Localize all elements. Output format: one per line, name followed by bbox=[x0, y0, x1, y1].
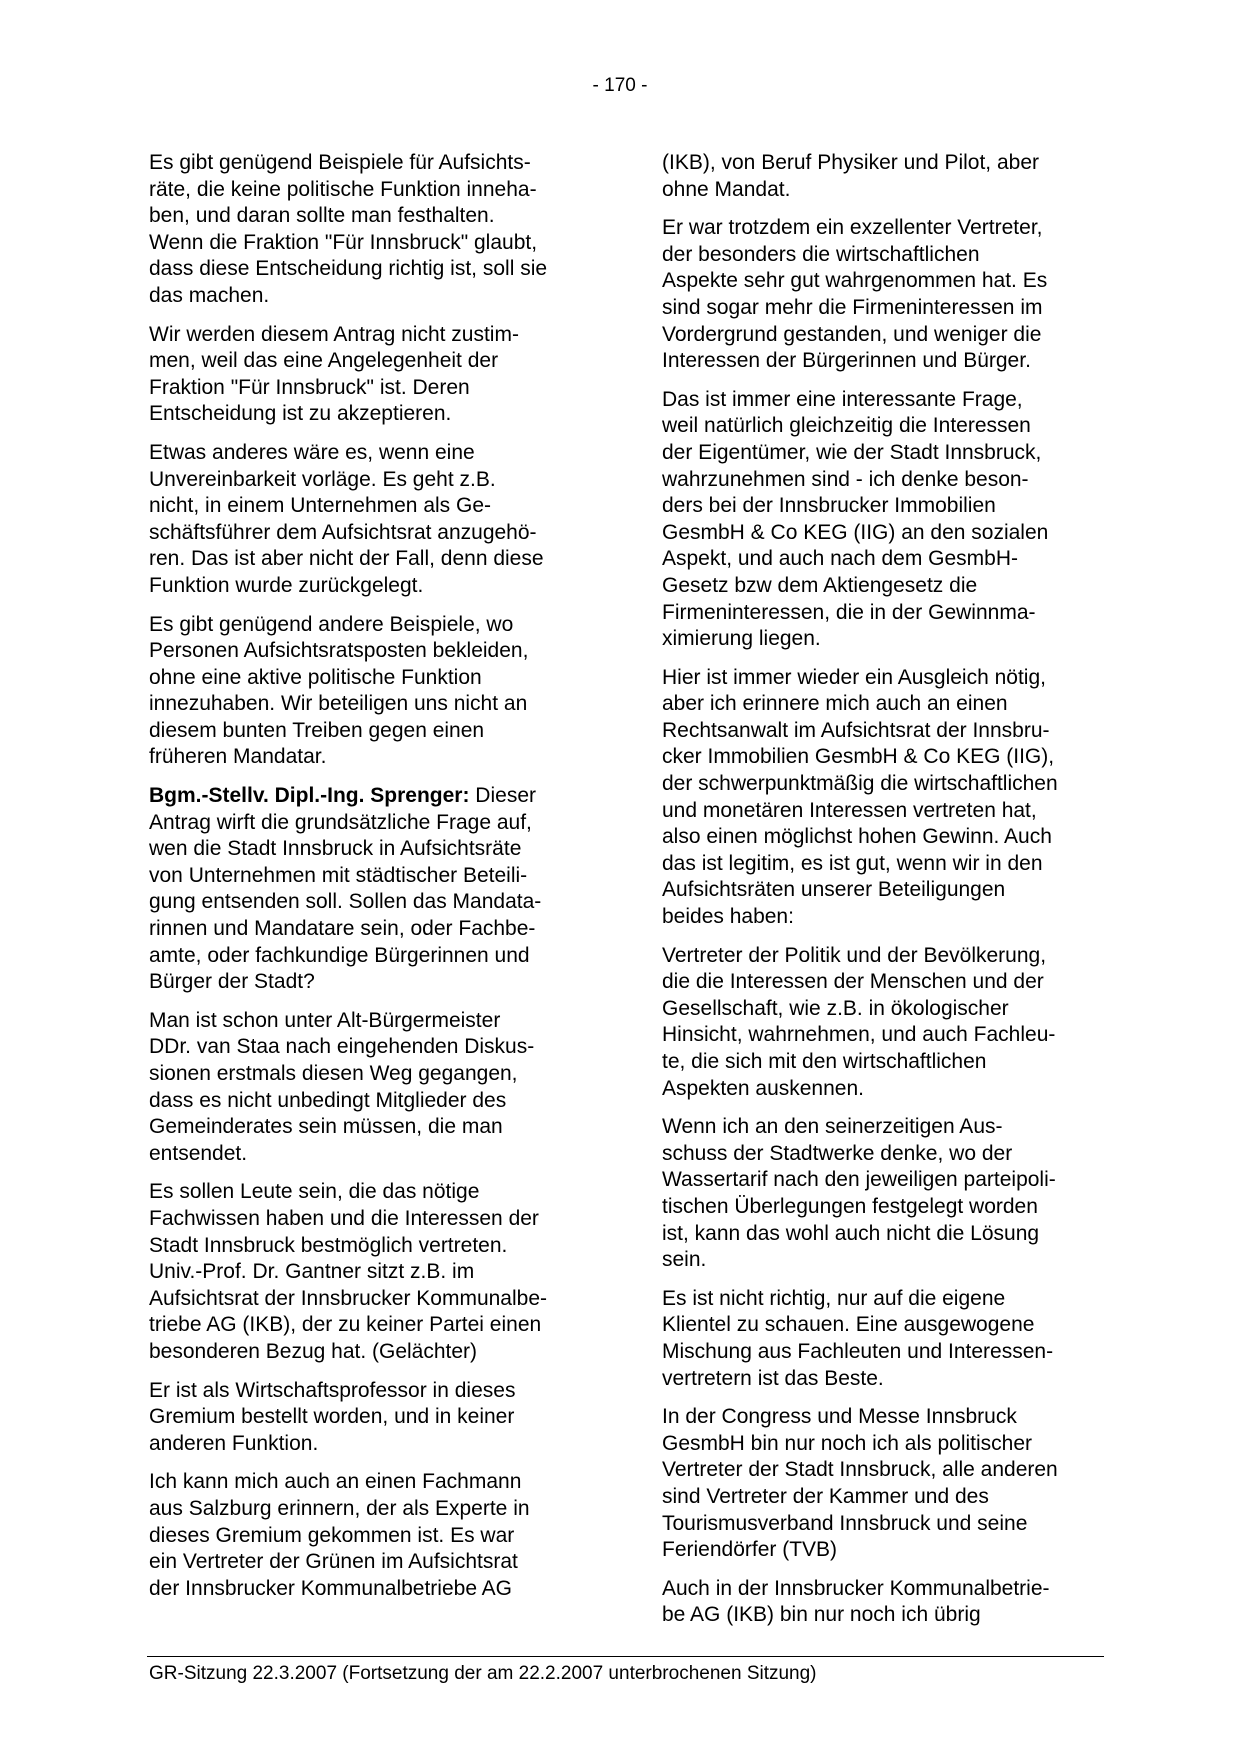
paragraph: Hier ist immer wieder ein Ausgleich nötig, aber ich erinnere mich auch an einen Rechtsanwalt im Aufsichtsrat der Innsbru- cker Immobilien GesmbH & Co KEG (IIG), der schwerpunktmäßig die wirtschaftlichen und monetären Interessen vertreten hat, also einen möglichst hohen Gewinn. Auch das ist legitim, es ist gut, wenn wir in den Aufsichtsräten unserer Beteiligungen beides haben: bbox=[662, 665, 1058, 929]
paragraph: Es ist nicht richtig, nur auf die eigene Klientel zu schauen. Eine ausgewogene Mischung aus Fachleuten und Interessen- vertretern ist das Beste. bbox=[662, 1286, 1054, 1390]
paragraph: Wenn ich an den seinerzeitigen Aus- schuss der Stadtwerke denke, wo der Wassertarif nach den jeweiligen parteipoli- tischen Überlegungen festgelegt worden ist, kann das wohl auch nicht die Lösung sein. bbox=[662, 1115, 1056, 1272]
paragraph: Er war trotzdem ein exzellenter Vertreter, der besonders die wirtschaftlichen Aspekte sehr gut wahrgenommen hat. Es sind sogar mehr die Firmeninteressen im Vordergrund gestanden, und weniger die Interessen der Bürgerinnen und Bürger. bbox=[662, 216, 1048, 373]
paragraph: Wir werden diesem Antrag nicht zustim- men, weil das eine Angelegenheit der Fraktion "Für Innsbruck" ist. Deren Entscheidung ist zu akzeptieren. bbox=[149, 322, 519, 426]
footer-text: GR-Sitzung 22.3.2007 (Fortsetzung der am 22.2.2007 unterbrochenen Sitzung) bbox=[149, 1663, 817, 1684]
paragraph: Es sollen Leute sein, die das nötige Fachwissen haben und die Interessen der Stadt Innsbruck bestmöglich vertreten. Univ.-Prof. Dr. Gantner sitzt z.B. im Aufsichtsrat der Innsbrucker Kommunalbe- triebe AG (IKB), der zu keiner Partei einen besonderen Bezug hat. (Gelächter) bbox=[149, 1180, 548, 1363]
left-column bbox=[149, 150, 591, 1614]
footer-divider bbox=[147, 1656, 1104, 1657]
paragraph: Er ist als Wirtschaftsprofessor in dieses Gremium bestellt worden, und in keiner anderen Funktion. bbox=[149, 1378, 516, 1455]
speaker-name: Bgm.-Stellv. Dipl.-Ing. Sprenger: bbox=[149, 784, 470, 808]
paragraph: Ich kann mich auch an einen Fachmann aus Salzburg erinnern, der als Experte in dieses Gremium gekommen ist. Es war ein Vertreter der Grünen im Aufsichtsrat der Innsbrucker Kommunalbetriebe AG bbox=[149, 1470, 530, 1600]
right-column bbox=[662, 150, 1102, 1641]
paragraph: Man ist schon unter Alt-Bürgermeister DDr. van Staa nach eingehenden Diskus- sionen erstmals diesen Weg gegangen, dass es nicht unbedingt Mitglieder des Gemeinderates sein müssen, die man entsendet. bbox=[149, 1008, 535, 1165]
paragraph: Es gibt genügend Beispiele für Aufsichts- räte, die keine politische Funktion inneha- ben, und daran sollte man festhalten. Wenn die Fraktion "Für Innsbruck" glaubt, dass diese Entscheidung richtig ist, soll sie das machen. bbox=[149, 151, 548, 307]
speaker-text: Dieser Antrag wirft die grundsätzliche Frage auf, wen die Stadt Innsbruck in Aufsichtsräte von Unternehmen mit städtischer Beteili- gung entsenden soll. Sollen das Mandata- rinnen und Mandatare sein, oder Fachbe- amte, oder fachkundige Bürgerinnen und Bürger der Stadt? bbox=[149, 784, 542, 994]
page-number: - 170 - bbox=[592, 75, 648, 96]
paragraph: Es gibt genügend andere Beispiele, wo Personen Aufsichtsratsposten bekleiden, ohne eine aktive politische Funktion innezuhaben. Wir beteiligen uns nicht an diesem bunten Treiben gegen einen früheren Mandatar. bbox=[149, 612, 529, 769]
paragraph: (IKB), von Beruf Physiker und Pilot, aber ohne Mandat. bbox=[662, 151, 1040, 201]
paragraph: In der Congress und Messe Innsbruck GesmbH bin nur noch ich als politischer Vertreter der Stadt Innsbruck, alle anderen sind Vertreter der Kammer und des Tourismusverband Innsbruck und seine Feriendörfer (TVB) bbox=[662, 1405, 1058, 1562]
paragraph: Das ist immer eine interessante Frage, weil natürlich gleichzeitig die Interessen der Eigentümer, wie der Stadt Innsbruck, wahrzunehmen sind - ich denke beson- ders bei der Innsbrucker Immobilien GesmbH & Co KEG (IIG) an den sozialen Aspekt, und auch nach dem GesmbH- Gesetz bzw dem Aktiengesetz die Firmeninteressen, die in der Gewinnma- ximierung liegen. bbox=[662, 387, 1049, 651]
speaker-paragraph bbox=[149, 783, 591, 996]
paragraph: Etwas anderes wäre es, wenn eine Unvereinbarkeit vorläge. Es geht z.B. nicht, in einem Unternehmen als Ge- schäftsführer dem Aufsichtsrat anzugehö- ren. Das ist aber nicht der Fall, denn diese Funktion wurde zurückgelegt. bbox=[149, 440, 544, 597]
paragraph: Auch in der Innsbrucker Kommunalbetrie- be AG (IKB) bin nur noch ich übrig bbox=[662, 1576, 1050, 1627]
paragraph: Vertreter der Politik und der Bevölkerung, die die Interessen der Menschen und der Gesellschaft, wie z.B. in ökologischer Hinsicht, wahrnehmen, und auch Fachleu- te, die sich mit den wirtschaftlichen Aspekten auskennen. bbox=[662, 943, 1056, 1100]
